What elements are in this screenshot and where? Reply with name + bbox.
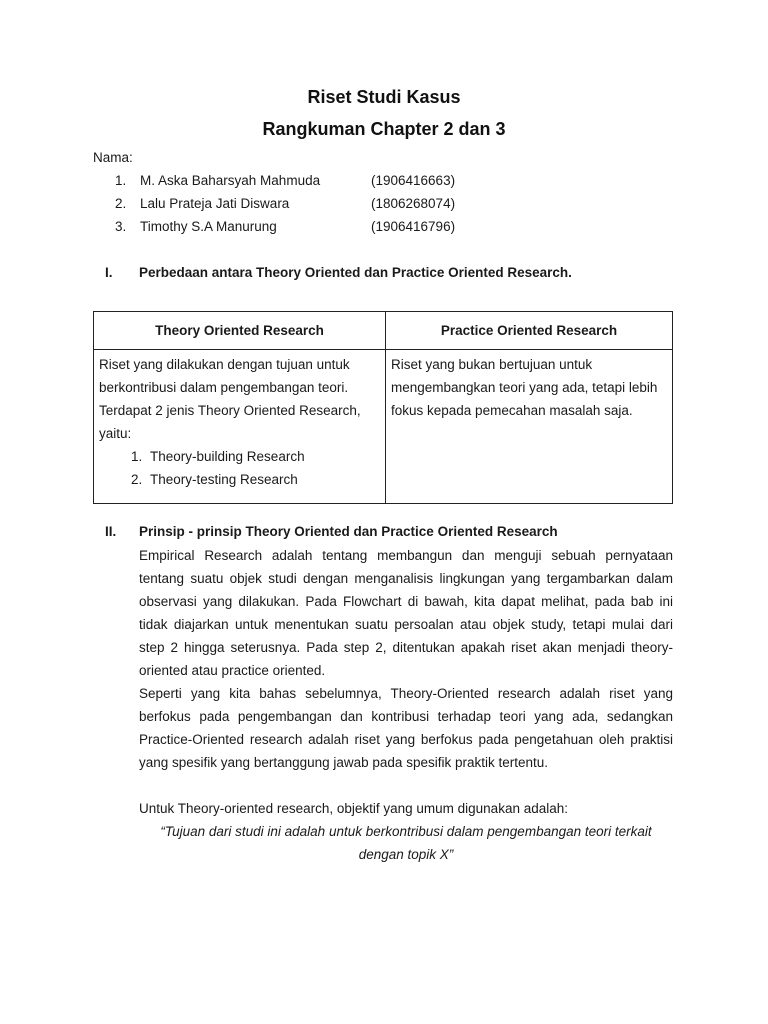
member-number: 2. <box>115 196 127 211</box>
paragraph-objective-intro: Untuk Theory-oriented research, objektif yang umum digunakan adalah: <box>139 801 569 816</box>
member-item <box>0 219 768 239</box>
comparison-table <box>93 311 673 504</box>
member-number: 1. <box>115 173 127 188</box>
table-cell-theory <box>94 350 386 504</box>
table-header-practice: Practice Oriented Research <box>386 312 673 350</box>
section1-number: I. <box>105 265 113 280</box>
section2-number: II. <box>105 524 117 539</box>
theory-types-list <box>99 445 380 491</box>
member-id: (1806268074) <box>371 196 456 211</box>
member-id: (1906416663) <box>371 173 456 188</box>
practice-description: Riset yang bukan bertujuan untuk mengembangkan teori yang ada, tetapi lebih fokus kepada pemecahan masalah saja. <box>391 357 658 418</box>
member-item <box>0 173 768 193</box>
paragraph-empirical-research: Empirical Research adalah tentang membangun dan menguji sebuah pernyataan tentang suatu objek studi dengan menganalisis lingkungan yang tergambarkan dalam observasi yang dilakukan. Pada Flowchart di bawah, kita dapat melihat, pada bab ini tidak diajarkan untuk menentukan suatu persoalan atau objek study, tetapi mulai dari step 2 hingga seterusnya. Pada step 2, ditentukan apakah riset akan menjadi theory-oriented atau practice oriented. <box>139 548 673 678</box>
member-name: Lalu Prateja Jati Diswara <box>140 196 290 211</box>
document-subtitle: Rangkuman Chapter 2 dan 3 <box>262 119 506 139</box>
theory-description: Riset yang dilakukan dengan tujuan untuk berkontribusi dalam pengembangan teori. Terdapat 2 jenis Theory Oriented Research, yaitu: <box>99 357 361 441</box>
objective-quote: “Tujuan dari studi ini adalah untuk berkontribusi dalam pengembangan teori terkait dengan topik X” <box>160 824 652 862</box>
table-cell-practice <box>386 350 673 504</box>
member-item <box>0 196 768 216</box>
paragraph-theory-vs-practice: Seperti yang kita bahas sebelumnya, Theory-Oriented research adalah riset yang berfokus pada pengembangan dan kontribusi terhadap teori yang ada, sedangkan Practice-Oriented research adalah riset yang berfokus pada pengetahuan oleh praktisi yang spesifik yang bertanggung jawab pada spesifik praktik tertentu. <box>139 686 673 770</box>
member-name: M. Aska Baharsyah Mahmuda <box>140 173 321 188</box>
list-item: 1. Theory-building Research <box>146 445 380 468</box>
list-item: 2. Theory-testing Research <box>146 468 380 491</box>
document-title: Riset Studi Kasus <box>307 87 461 107</box>
section2-heading: Prinsip - prinsip Theory Oriented dan Practice Oriented Research <box>139 524 558 539</box>
member-id: (1906416796) <box>371 219 456 234</box>
table-row <box>94 350 673 504</box>
table-header-row <box>94 312 673 350</box>
member-name: Timothy S.A Manurung <box>140 219 277 234</box>
table-header-theory: Theory Oriented Research <box>94 312 386 350</box>
members-label: Nama: <box>93 150 133 165</box>
section1-heading: Perbedaan antara Theory Oriented dan Practice Oriented Research. <box>139 265 572 280</box>
member-number: 3. <box>115 219 127 234</box>
